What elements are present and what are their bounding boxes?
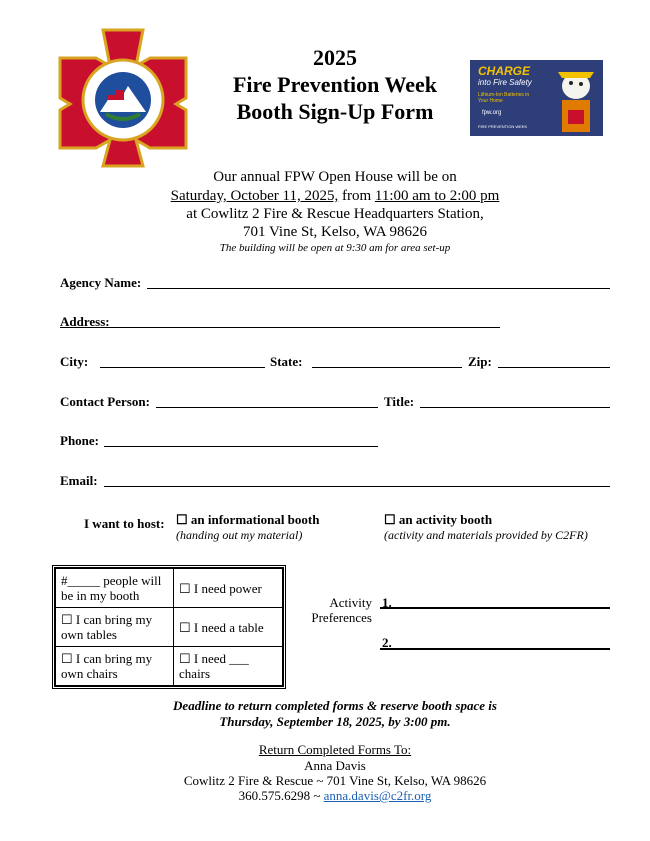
- city-label: City:: [60, 354, 89, 369]
- event-time: 11:00 am to 2:00 pm: [374, 188, 500, 204]
- contact-label: Contact Person:: [60, 394, 150, 409]
- host-label: I want to host:: [84, 516, 165, 531]
- return-name: Anna Davis: [304, 758, 366, 773]
- agency-field[interactable]: [147, 288, 610, 289]
- state-label: State:: [270, 354, 303, 369]
- event-date: Saturday, October 11, 2025,: [170, 188, 339, 204]
- fpw-poster: [470, 60, 603, 136]
- setup-note: The building will be open at 9:30 am for area set-up: [219, 242, 451, 254]
- table-row: [56, 608, 283, 647]
- state-field[interactable]: [312, 367, 462, 368]
- activity-number-1: 1.: [382, 595, 392, 610]
- title-field[interactable]: [420, 407, 610, 408]
- activity-booth-checkbox[interactable]: ☐ an activity booth: [384, 512, 493, 527]
- email-label: Email:: [60, 473, 98, 488]
- zip-field[interactable]: [498, 367, 610, 368]
- department-logo: [58, 28, 188, 168]
- return-contact: [60, 787, 610, 804]
- email-link[interactable]: anna.davis@c2fr.org: [323, 788, 432, 803]
- return-heading-text: Return Completed Forms To:: [258, 742, 412, 757]
- poster-footer: FIRE PREVENTION WEEK: [478, 124, 528, 129]
- people-count-field[interactable]: #_____ people will be in my booth: [56, 569, 174, 608]
- intro-line2: [60, 187, 610, 206]
- dalmatian-icon: [550, 66, 600, 134]
- address-field[interactable]: [60, 327, 500, 328]
- bring-chairs-checkbox[interactable]: ☐ I can bring my own chairs: [56, 647, 174, 686]
- activity-label-line2: Preferences: [311, 610, 372, 625]
- intro-line1: Our annual FPW Open House will be on: [213, 169, 457, 185]
- need-chairs-field[interactable]: ☐ I need ___ chairs: [174, 647, 283, 686]
- zip-label: Zip:: [468, 354, 492, 369]
- bring-tables-checkbox[interactable]: ☐ I can bring my own tables: [56, 608, 174, 647]
- activity-number-2: 2.: [382, 635, 392, 650]
- activity-preference-2-field[interactable]: [380, 648, 610, 650]
- form-title-line2: Booth Sign-Up Form: [236, 99, 434, 124]
- deadline-line1: Deadline to return completed forms & reserve booth space is: [173, 698, 497, 713]
- phone-field[interactable]: [104, 446, 378, 447]
- title-label: Title:: [384, 394, 415, 409]
- activity-preferences-label: [300, 595, 372, 625]
- table-row: [56, 569, 283, 608]
- phone-label: Phone:: [60, 433, 99, 448]
- agency-label: Agency Name:: [60, 275, 142, 290]
- intro-from: from: [338, 188, 375, 204]
- informational-booth-checkbox[interactable]: ☐ an informational booth: [176, 512, 320, 527]
- return-phone: 360.575.6298 ~: [238, 788, 324, 803]
- contact-field[interactable]: [156, 407, 378, 408]
- activity-preference-1-field[interactable]: [380, 607, 610, 609]
- need-table-checkbox[interactable]: ☐ I need a table: [174, 608, 283, 647]
- address-label: Address:: [60, 314, 110, 329]
- city-field[interactable]: [100, 367, 265, 368]
- return-heading: [60, 741, 610, 758]
- activity-label-line1: Activity: [329, 595, 372, 610]
- activity-booth-note: (activity and materials provided by C2FR): [384, 528, 588, 542]
- poster-subline: into Fire Safety: [478, 78, 532, 87]
- deadline-line2: Thursday, September 18, 2025, by 3:00 pm.: [219, 714, 451, 729]
- informational-booth-note: (handing out my material): [176, 528, 303, 542]
- table-row: [56, 647, 283, 686]
- form-year: 2025: [313, 45, 357, 70]
- email-field[interactable]: [104, 486, 610, 487]
- poster-tag: Lithium-Ion Batteries in Your Home: [478, 92, 530, 104]
- need-power-checkbox[interactable]: ☐ I need power: [174, 569, 283, 608]
- intro-line4: 701 Vine St, Kelso, WA 98626: [243, 224, 427, 240]
- poster-site: fpw.org: [482, 110, 502, 116]
- form-title-line1: Fire Prevention Week: [232, 72, 438, 97]
- poster-headline: CHARGE: [478, 64, 531, 78]
- booth-needs-table: [52, 565, 286, 689]
- return-org: Cowlitz 2 Fire & Rescue ~ 701 Vine St, Kelso, WA 98626: [183, 773, 487, 788]
- intro-line3: at Cowlitz 2 Fire & Rescue Headquarters Station,: [186, 206, 484, 222]
